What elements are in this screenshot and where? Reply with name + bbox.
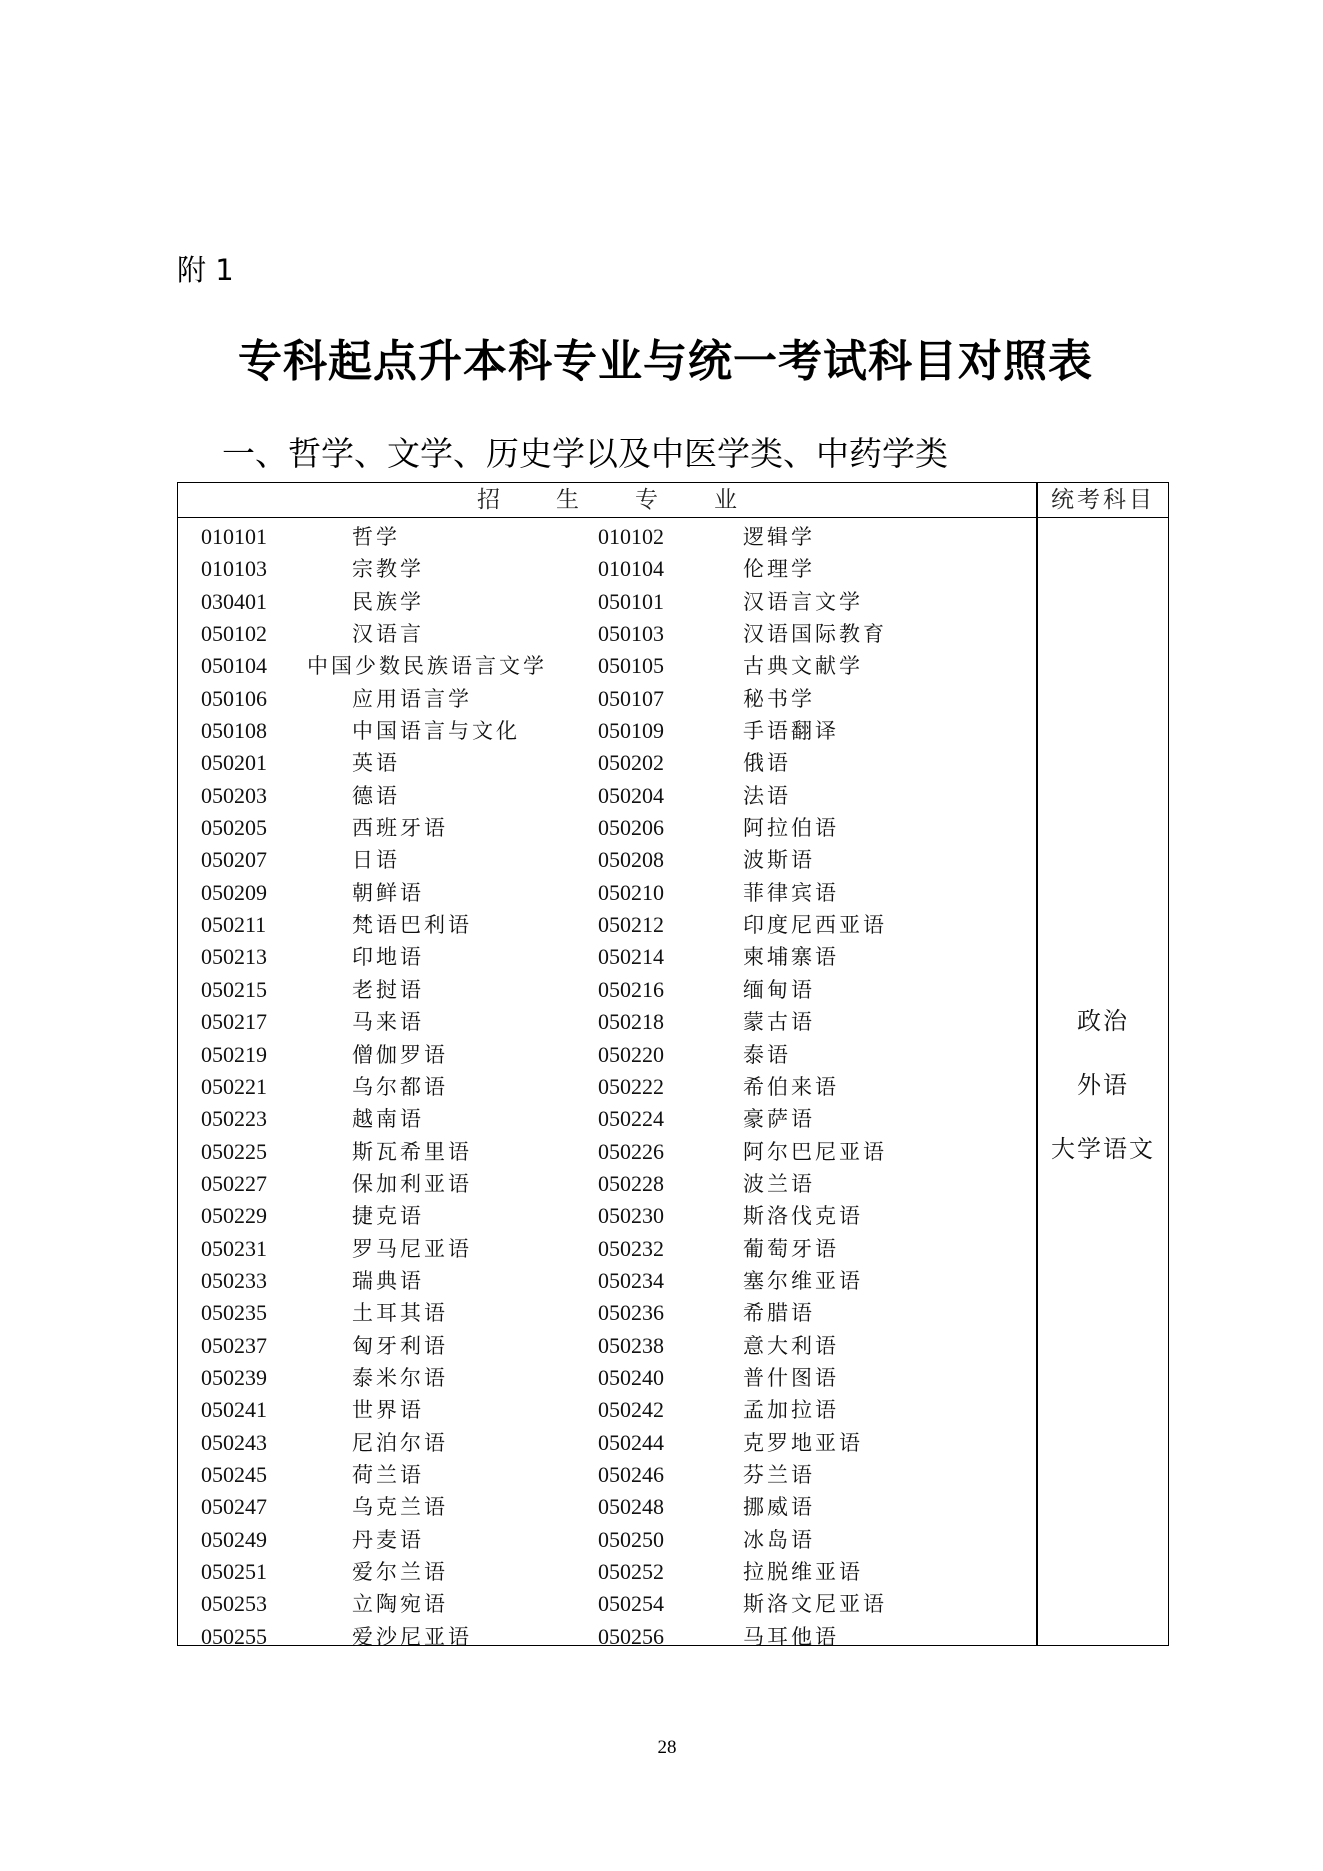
major-name: 拉脱维亚语: [743, 1560, 863, 1584]
major-code: 050248: [598, 1494, 664, 1520]
major-name: 俄语: [743, 751, 791, 776]
major-name: 斯洛伐克语: [743, 1204, 863, 1229]
exam-subject: 外语: [1077, 1071, 1129, 1099]
major-name: 土耳其语: [352, 1301, 448, 1326]
major-name: 印度尼西亚语: [743, 913, 887, 938]
major-name: 德语: [352, 783, 400, 808]
table-row: [178, 521, 1036, 553]
major-name: 葡萄牙语: [743, 1236, 839, 1261]
major-name: 乌尔都语: [352, 1074, 448, 1099]
major-code: 050243: [201, 1429, 267, 1455]
table-row: [178, 1071, 1036, 1103]
major-code: 050216: [598, 976, 664, 1002]
major-name: 印地语: [352, 945, 424, 970]
page-title: 专科起点升本科专业与统一考试科目对照表: [238, 336, 1093, 387]
major-code: 050244: [598, 1429, 664, 1455]
major-name: 中国语言与文化: [352, 719, 520, 744]
table-row: [178, 974, 1036, 1006]
major-code: 050230: [598, 1203, 664, 1229]
table-row: [178, 1459, 1036, 1491]
major-code: 050213: [201, 944, 267, 970]
major-code: 050240: [598, 1364, 664, 1390]
major-name: 泰米尔语: [352, 1365, 448, 1390]
major-code: 050102: [201, 621, 267, 647]
majors-subjects-table: [177, 482, 1169, 1649]
table-row: [178, 1330, 1036, 1362]
major-code: 050241: [201, 1397, 267, 1423]
major-name: 阿拉伯语: [743, 816, 839, 841]
major-name: 波兰语: [743, 1171, 815, 1196]
major-code: 050109: [598, 718, 664, 744]
major-code: 050105: [598, 653, 664, 679]
major-code: 050237: [201, 1332, 267, 1358]
major-code: 050217: [201, 1009, 267, 1035]
major-code: 050103: [598, 621, 664, 647]
major-name: 爱沙尼亚语: [352, 1624, 472, 1649]
table-row: [178, 1200, 1036, 1232]
major-code: 050227: [201, 1170, 267, 1196]
major-code: 050218: [598, 1009, 664, 1035]
major-name: 手语翻译: [743, 719, 839, 744]
major-name: 越南语: [352, 1107, 424, 1132]
major-code: 050242: [598, 1397, 664, 1423]
major-name: 应用语言学: [352, 686, 472, 711]
major-code: 050239: [201, 1364, 267, 1390]
major-code: 050212: [598, 912, 664, 938]
table-row: [178, 650, 1036, 682]
table-row: [178, 1233, 1036, 1265]
major-code: 050250: [598, 1526, 664, 1552]
exam-subject: 政治: [1077, 1007, 1129, 1035]
major-name: 克罗地亚语: [743, 1430, 863, 1455]
major-name: 匈牙利语: [352, 1333, 448, 1358]
major-name: 汉语国际教育: [743, 622, 887, 647]
major-code: 030401: [201, 588, 267, 614]
major-name: 挪威语: [743, 1495, 815, 1520]
major-code: 050101: [598, 588, 664, 614]
major-name: 泰语: [743, 1042, 791, 1067]
table-row: [178, 877, 1036, 909]
major-code: 050211: [201, 912, 267, 938]
table-row: [178, 1039, 1036, 1071]
major-code: 050228: [598, 1170, 664, 1196]
major-name: 汉语言文学: [743, 589, 863, 614]
table-row: [178, 1168, 1036, 1200]
major-code: 050209: [201, 879, 267, 905]
major-name: 老挝语: [352, 977, 424, 1002]
major-name: 普什图语: [743, 1365, 839, 1390]
major-name: 缅甸语: [743, 977, 815, 1002]
table-row: [178, 1362, 1036, 1394]
major-code: 050224: [598, 1106, 664, 1132]
major-code: 050202: [598, 750, 664, 776]
table-row: [178, 747, 1036, 779]
page-number: 28: [657, 1737, 677, 1758]
major-name: 菲律宾语: [743, 880, 839, 905]
major-name: 瑞典语: [352, 1268, 424, 1293]
major-code: 050210: [598, 879, 664, 905]
major-code: 050208: [598, 847, 664, 873]
major-name: 英语: [352, 751, 400, 776]
major-code: 050220: [598, 1041, 664, 1067]
major-name: 保加利亚语: [352, 1171, 472, 1196]
major-name: 立陶宛语: [352, 1592, 448, 1617]
major-code: 050203: [201, 782, 267, 808]
table-row: [178, 1265, 1036, 1297]
major-name: 日语: [352, 848, 400, 873]
major-name: 古典文献学: [743, 654, 863, 679]
major-name: 豪萨语: [743, 1107, 815, 1132]
major-code: 050246: [598, 1461, 664, 1487]
major-name: 意大利语: [743, 1333, 839, 1358]
major-name: 孟加拉语: [743, 1398, 839, 1423]
table-row: [178, 1136, 1036, 1168]
major-name: 民族学: [352, 589, 424, 614]
header-majors: 招生专业: [477, 487, 793, 513]
major-code: 050221: [201, 1073, 267, 1099]
table-row: [178, 1427, 1036, 1459]
major-code: 050222: [598, 1073, 664, 1099]
major-code: 050232: [598, 1235, 664, 1261]
major-name: 马来语: [352, 1010, 424, 1035]
major-name: 柬埔寨语: [743, 945, 839, 970]
major-code: 050233: [201, 1267, 267, 1293]
major-name: 波斯语: [743, 848, 815, 873]
table-row: [178, 1556, 1036, 1588]
major-code: 050251: [201, 1559, 267, 1584]
table-row: [178, 618, 1036, 650]
major-name: 朝鲜语: [352, 880, 424, 905]
major-name: 塞尔维亚语: [743, 1268, 863, 1293]
major-code: 050235: [201, 1300, 267, 1326]
major-code: 010101: [201, 524, 267, 549]
major-name: 僧伽罗语: [352, 1042, 448, 1067]
table-row: [178, 1103, 1036, 1135]
major-name: 乌克兰语: [352, 1495, 448, 1520]
table-body: [178, 521, 1036, 1653]
table-row: [178, 909, 1036, 941]
major-code: 050226: [598, 1138, 664, 1164]
table-row: [178, 1588, 1036, 1620]
table-row: [178, 553, 1036, 585]
major-name: 马耳他语: [743, 1624, 839, 1649]
major-name: 法语: [743, 783, 791, 808]
table-row: [178, 812, 1036, 844]
major-code: 050204: [598, 782, 664, 808]
major-code: 010102: [598, 524, 664, 549]
major-code: 050254: [598, 1591, 664, 1617]
major-name: 希腊语: [743, 1301, 815, 1326]
table-row: [178, 1621, 1036, 1653]
appendix-label: 附 1: [177, 253, 234, 287]
major-name: 丹麦语: [352, 1527, 424, 1552]
major-code: 050206: [598, 815, 664, 841]
major-name: 西班牙语: [352, 816, 448, 841]
major-code: 050219: [201, 1041, 267, 1067]
header-subjects: 统考科目: [1051, 487, 1155, 513]
major-code: 050215: [201, 976, 267, 1002]
major-code: 050107: [598, 685, 664, 711]
major-name: 世界语: [352, 1398, 424, 1423]
major-code: 050207: [201, 847, 267, 873]
major-name: 中国少数民族语言文学: [307, 654, 547, 679]
table-row: [178, 780, 1036, 812]
major-code: 050255: [201, 1623, 267, 1649]
table-row: [178, 683, 1036, 715]
major-code: 050253: [201, 1591, 267, 1617]
table-header-row: [178, 483, 1168, 518]
major-name: 芬兰语: [743, 1462, 815, 1487]
major-code: 050249: [201, 1526, 267, 1552]
major-code: 050225: [201, 1138, 267, 1164]
table-row: [178, 1491, 1036, 1523]
major-code: 050108: [201, 718, 267, 744]
major-name: 宗教学: [352, 557, 424, 582]
major-name: 梵语巴利语: [352, 913, 472, 938]
table-row: [178, 844, 1036, 876]
major-code: 010104: [598, 556, 664, 582]
table-row: [178, 1297, 1036, 1329]
major-code: 050247: [201, 1494, 267, 1520]
section-heading: 一、哲学、文学、历史学以及中医学类、中药学类: [222, 434, 948, 473]
major-code: 050234: [598, 1267, 664, 1293]
major-code: 050106: [201, 685, 267, 711]
major-code: 050223: [201, 1106, 267, 1132]
major-name: 阿尔巴尼亚语: [743, 1139, 887, 1164]
major-code: 050104: [201, 653, 267, 679]
major-code: 050238: [598, 1332, 664, 1358]
major-name: 冰岛语: [743, 1527, 815, 1552]
major-name: 斯瓦希里语: [352, 1139, 472, 1164]
major-code: 050231: [201, 1235, 267, 1261]
major-name: 伦理学: [743, 557, 815, 582]
major-name: 汉语言: [352, 622, 424, 647]
major-name: 蒙古语: [743, 1010, 815, 1035]
major-code: 050229: [201, 1203, 267, 1229]
major-code: 050201: [201, 750, 267, 776]
table-row: [178, 715, 1036, 747]
exam-subject: 大学语文: [1051, 1135, 1155, 1163]
major-name: 希伯来语: [743, 1074, 839, 1099]
major-code: 050205: [201, 815, 267, 841]
table-row: [178, 1524, 1036, 1556]
major-name: 逻辑学: [743, 525, 815, 549]
major-code: 050252: [598, 1559, 664, 1584]
major-name: 秘书学: [743, 686, 815, 711]
major-code: 050236: [598, 1300, 664, 1326]
major-name: 爱尔兰语: [352, 1560, 448, 1584]
table-row: [178, 1394, 1036, 1426]
major-name: 哲学: [352, 525, 400, 549]
major-code: 050214: [598, 944, 664, 970]
major-code: 050256: [598, 1623, 664, 1649]
exam-subjects-cell: [1038, 1003, 1168, 1195]
major-name: 荷兰语: [352, 1462, 424, 1487]
major-name: 捷克语: [352, 1204, 424, 1229]
major-name: 尼泊尔语: [352, 1430, 448, 1455]
major-name: 罗马尼亚语: [352, 1236, 472, 1261]
table-row: [178, 586, 1036, 618]
table-row: [178, 1006, 1036, 1038]
major-code: 010103: [201, 556, 267, 582]
major-code: 050245: [201, 1461, 267, 1487]
table-row: [178, 941, 1036, 973]
major-name: 斯洛文尼亚语: [743, 1592, 887, 1617]
